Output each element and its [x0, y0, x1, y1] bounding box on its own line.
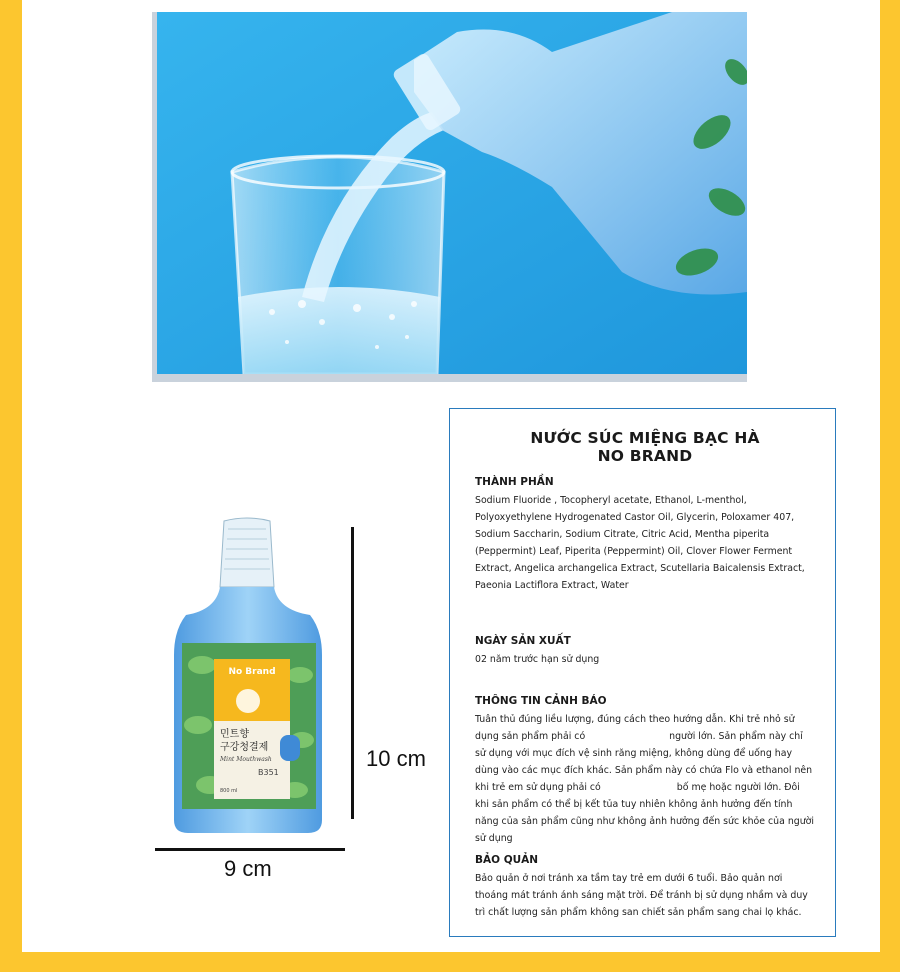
height-measure-line [351, 527, 354, 819]
product-title-line1: NƯỚC SÚC MIỆNG BẠC HÀ [530, 429, 760, 447]
storage-text: Bảo quản ở nơi tránh xa tầm tay trẻ em dưới 6 tuổi. Bảo quản nơi thoáng mát tránh ánh sáng mặt trời. Để tránh bị sử dụng nhầm và duy trì chất lượng sản phẩm không san chiết sản phẩm sang chai lọ khác. [475, 873, 808, 918]
bottle-brand: No Brand [228, 667, 276, 677]
frame-bottom [0, 952, 900, 972]
bottle-korean-line2: 구강청결제 [220, 742, 269, 753]
product-title-line2: NO BRAND [597, 447, 693, 465]
manufacture-date-text: 02 năm trước hạn sử dụng [475, 654, 600, 665]
warning-text-part2: người lớn. Sản phẩm này chỉ sử dụng với mục đích vệ sinh răng miệng, không dùng để uống hay dùng vào các mục đích khác. Sản phẩm này có chứa Flo và ethanol nên khi trẻ em sử dụng phải có [475, 731, 813, 793]
ingredients-text: Sodium Fluoride , Tocopheryl acetate, Ethanol, L-menthol, Polyoxyethylene Hydrogenated Castor Oil, Glycerin, Poloxamer 407, Sodium Saccharin, Sodium Citrate, Citric Acid, Mentha piperita (Peppermint) Leaf, Piperita (Peppermint) Oil, Clover Flower Ferment Extract, Angelica archangelica Extract, Scutellaria Baicalensis Extract, Paeonia Lactiflora Extract, Water [475, 495, 805, 591]
bottle-code: B351 [258, 768, 279, 777]
storage-heading: BẢO QUẢN [475, 854, 539, 866]
product-info-box [449, 408, 836, 937]
warning-text-part1: Tuân thủ đúng liều lượng, đúng cách theo hướng dẫn. Khi trẻ nhỏ sử dụng sản phẩm phải có [475, 714, 795, 742]
warning-heading: THÔNG TIN CẢNH BÁO [475, 695, 607, 707]
ingredients-section [475, 475, 815, 594]
height-label: 10 cm [366, 746, 426, 771]
manufacture-date-heading: NGÀY SẢN XUẤT [475, 635, 571, 647]
mouthwash-bottle [150, 515, 330, 835]
pouring-photo [152, 12, 747, 382]
ingredients-heading: THÀNH PHẦN [475, 476, 554, 488]
manufacture-date-section [475, 634, 815, 668]
product-title [475, 429, 815, 465]
warning-section [475, 694, 815, 847]
bottle-english-name: Mint Mouthwash [220, 756, 272, 763]
frame-left [0, 0, 22, 972]
bottle-korean-line1: 민트향 [220, 729, 249, 740]
frame-right [880, 0, 900, 972]
width-label: 9 cm [224, 856, 272, 881]
storage-section [475, 853, 815, 921]
width-measure-line [155, 848, 345, 851]
bottle-volume: 800 ml [220, 788, 238, 794]
warning-text [475, 711, 815, 847]
warning-text-part3: bố mẹ hoặc người lớn. Đôi khi sản phẩm có thể bị kết tủa tuy nhiên không ảnh hưởng đến tính năng của sản phẩm cũng như không ảnh hưởng đến sức khỏe của người sử dụng [475, 782, 814, 844]
